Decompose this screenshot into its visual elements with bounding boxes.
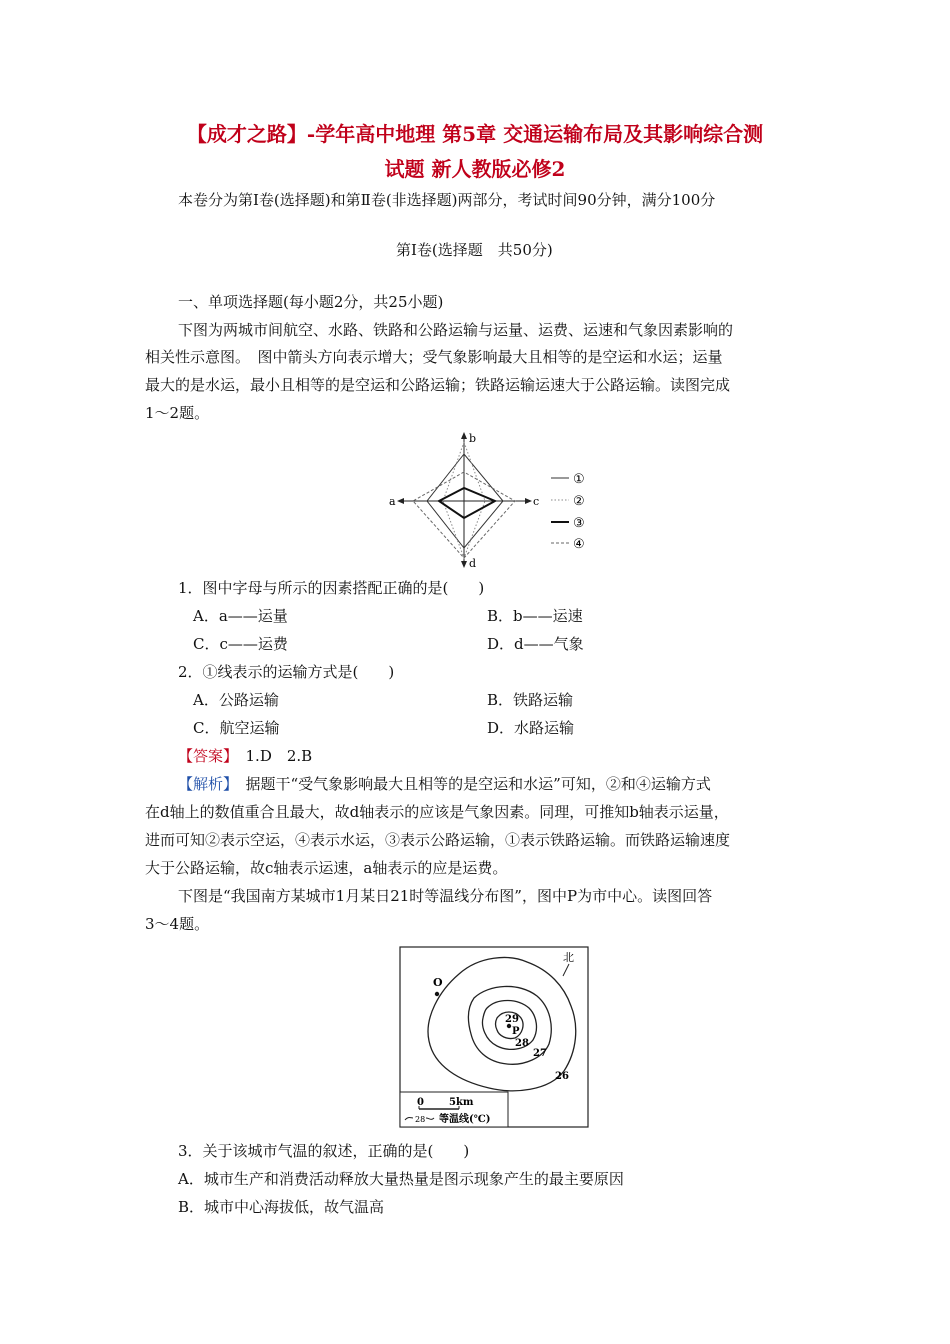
q3-stem: 3．关于该城市气温的叙述，正确的是( ) bbox=[178, 1142, 470, 1160]
legend-label-4: ④ bbox=[573, 537, 585, 552]
q2-option-a: A．公路运输 bbox=[193, 691, 279, 709]
legend-isotherm-label: 等温线(℃) bbox=[439, 1114, 491, 1125]
analysis-first-line bbox=[178, 774, 711, 794]
north-label: 北 bbox=[563, 951, 574, 964]
analysis-line: 大于公路运输，故c轴表示运速，a轴表示的应是运费。 bbox=[145, 859, 508, 877]
doc-title-line1: 【成才之路】-学年高中地理 第5章 交通运输布局及其影响综合测 bbox=[186, 122, 764, 146]
passage1-line: 最大的是水运，最小且相等的是空运和公路运输；铁路运输运速大于公路运输。读图完成 bbox=[145, 376, 731, 394]
legend-isotherm-value: 28 bbox=[415, 1115, 426, 1124]
passage1-line: 相关性示意图。 图中箭头方向表示增大；受气象影响最大且相等的是空运和水运；运量 bbox=[145, 348, 723, 366]
intro-text: 本卷分为第Ⅰ卷(选择题)和第Ⅱ卷(非选择题)两部分，考试时间90分钟，满分100分 bbox=[178, 191, 716, 209]
passage1-line: 1～2题。 bbox=[145, 404, 210, 422]
analysis-text: 据题干“受气象影响最大且相等的是空运和水运”可知，②和④运输方式 bbox=[230, 775, 711, 793]
passage1-line: 下图为两城市间航空、水路、铁路和公路运输与运量、运费、运速和气象因素影响的 bbox=[178, 321, 734, 339]
isotherm-label-27: 27 bbox=[533, 1048, 547, 1059]
q1-option-d: D．d——气象 bbox=[487, 635, 584, 653]
answer-text: 1.D 2.B bbox=[230, 747, 313, 765]
analysis-line: 在d轴上的数值重合且最大，故d轴表示的应该是气象因素。同理，可推知b轴表示运量， bbox=[145, 803, 729, 821]
q1-option-a: A．a——运量 bbox=[193, 607, 288, 625]
q2-option-b: B．铁路运输 bbox=[487, 691, 574, 709]
section1-heading: 一、单项选择题(每小题2分，共25小题) bbox=[178, 293, 444, 311]
legend-label-2: ② bbox=[573, 494, 585, 509]
q3-option-b: B．城市中心海拔低，故气温高 bbox=[178, 1198, 385, 1216]
isotherm-label-26: 26 bbox=[555, 1071, 569, 1082]
isotherm-label-29: 29 bbox=[505, 1014, 519, 1025]
arrow-d-icon bbox=[461, 561, 467, 568]
legend-label-3: ③ bbox=[573, 516, 585, 531]
point-p-label: P bbox=[512, 1026, 520, 1037]
point-o-marker bbox=[435, 992, 439, 996]
transport-factor-diagram bbox=[385, 428, 605, 570]
series-3-line bbox=[439, 488, 495, 518]
doc-title-line2: 试题 新人教版必修2 bbox=[384, 157, 566, 181]
isotherm-map bbox=[399, 946, 589, 1128]
legend-label-1: ① bbox=[573, 472, 585, 487]
q1-option-b: B．b——运速 bbox=[487, 607, 583, 625]
q2-option-d: D．水路运输 bbox=[487, 719, 575, 737]
scale-distance-label: 5km bbox=[449, 1097, 474, 1108]
arrow-b-icon bbox=[461, 432, 467, 439]
axis-label-c: c bbox=[533, 495, 540, 508]
analysis-tag: 【解析】 bbox=[178, 775, 231, 793]
isotherm-label-28: 28 bbox=[515, 1038, 529, 1049]
isotherm-26 bbox=[428, 958, 576, 1091]
q2-stem: 2．①线表示的运输方式是( ) bbox=[178, 663, 395, 681]
passage2-line: 3～4题。 bbox=[145, 915, 210, 933]
answer-tag: 【答案】 bbox=[178, 747, 231, 765]
analysis-line: 进而可知②表示空运，④表示水运，③表示公路运输，①表示铁路运输。而铁路运输速度 bbox=[145, 831, 731, 849]
scale-zero-label: 0 bbox=[417, 1097, 424, 1108]
point-o-label: O bbox=[433, 976, 443, 989]
q3-option-a: A．城市生产和消费活动释放大量热量是图示现象产生的最主要原因 bbox=[178, 1170, 624, 1188]
answer-line bbox=[178, 746, 312, 766]
axis-label-a: a bbox=[389, 495, 396, 508]
passage2-line: 下图是“我国南方某城市1月某日21时等温线分布图”，图中P为市中心。读图回答 bbox=[178, 887, 713, 905]
arrow-a-icon bbox=[397, 498, 404, 504]
axis-label-d: d bbox=[469, 557, 477, 570]
q2-option-c: C．航空运输 bbox=[193, 719, 280, 737]
part1-heading: 第Ⅰ卷(选择题 共50分) bbox=[396, 241, 553, 259]
arrow-c-icon bbox=[525, 498, 532, 504]
axis-label-b: b bbox=[469, 432, 477, 445]
q1-stem: 1．图中字母与所示的因素搭配正确的是( ) bbox=[178, 579, 485, 597]
q1-option-c: C．c——运费 bbox=[193, 635, 288, 653]
north-arrow-icon bbox=[563, 964, 569, 976]
